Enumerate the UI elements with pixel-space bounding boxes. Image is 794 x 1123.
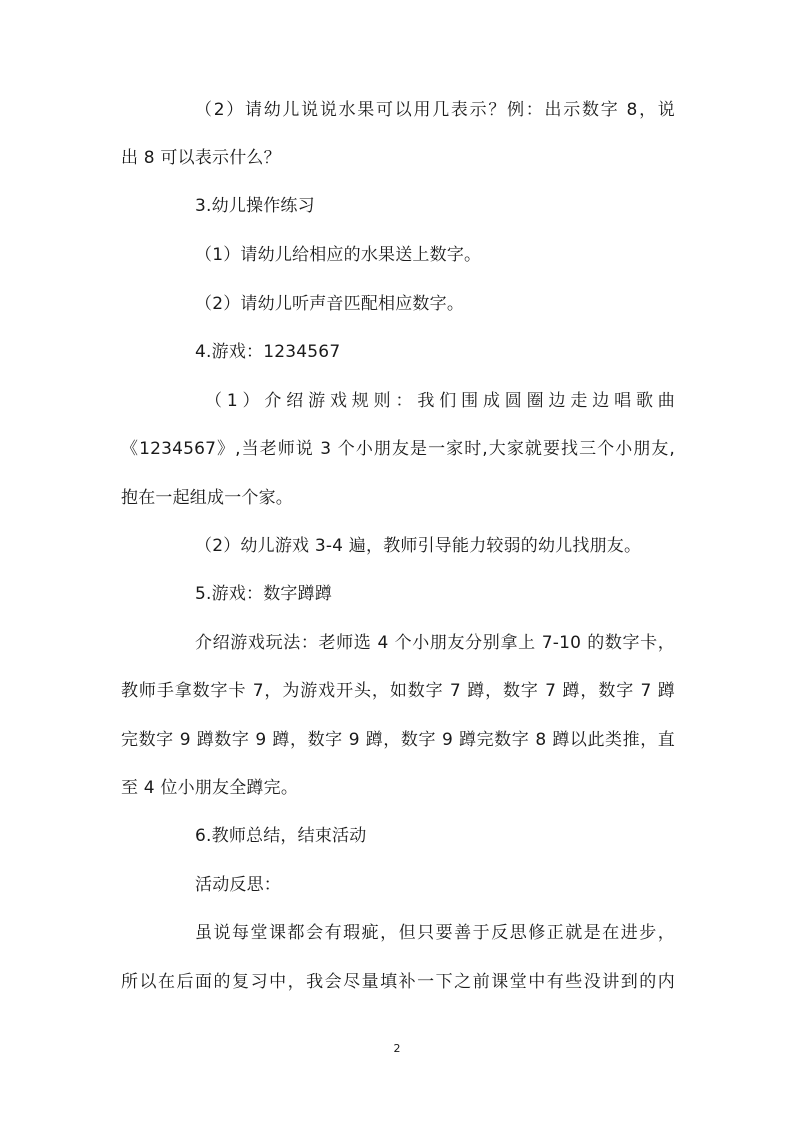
paragraph-line: （2）请幼儿说说水果可以用几表示？例：出示数字 8，说	[195, 100, 675, 120]
section-heading: 5.游戏：数字蹲蹲	[195, 584, 333, 604]
section-heading: 6.教师总结，结束活动	[195, 826, 367, 846]
paragraph-line: 介绍游戏玩法：老师选 4 个小朋友分别拿上 7-10 的数字卡，	[195, 633, 675, 653]
paragraph-line: （1）请幼儿给相应的水果送上数字。	[195, 245, 482, 265]
page-number: 2	[393, 1042, 401, 1055]
paragraph-line: 至 4 位小朋友全蹲完。	[121, 778, 299, 798]
section-heading: 4.游戏：1234567	[195, 342, 341, 362]
section-heading: 3.幼儿操作练习	[195, 196, 315, 216]
subsection-heading: 活动反思：	[195, 875, 281, 895]
paragraph-line: 所以在后面的复习中，我会尽量填补一下之前课堂中有些没讲到的内	[121, 972, 675, 992]
paragraph-line: （2）请幼儿听声音匹配相应数字。	[195, 294, 465, 314]
paragraph-line: （1）介绍游戏规则：我们围成圆圈边走边唱歌曲	[205, 391, 675, 411]
paragraph-line: 完数字 9 蹲数字 9 蹲，数字 9 蹲，数字 9 蹲完数字 8 蹲以此类推，直	[121, 730, 675, 750]
paragraph-line: 出 8 可以表示什么？	[121, 148, 281, 168]
paragraph-line: 抱在一起组成一个家。	[121, 488, 293, 508]
paragraph-line: 虽说每堂课都会有瑕疵，但只要善于反思修正就是在进步，	[195, 923, 675, 943]
paragraph-line: 《1234567》,当老师说 3 个小朋友是一家时,大家就要找三个小朋友,	[121, 439, 675, 459]
paragraph-line: 教师手拿数字卡 7，为游戏开头，如数字 7 蹲，数字 7 蹲，数字 7 蹲	[121, 681, 675, 701]
paragraph-line: （2）幼儿游戏 3-4 遍，教师引导能力较弱的幼儿找朋友。	[195, 536, 642, 556]
